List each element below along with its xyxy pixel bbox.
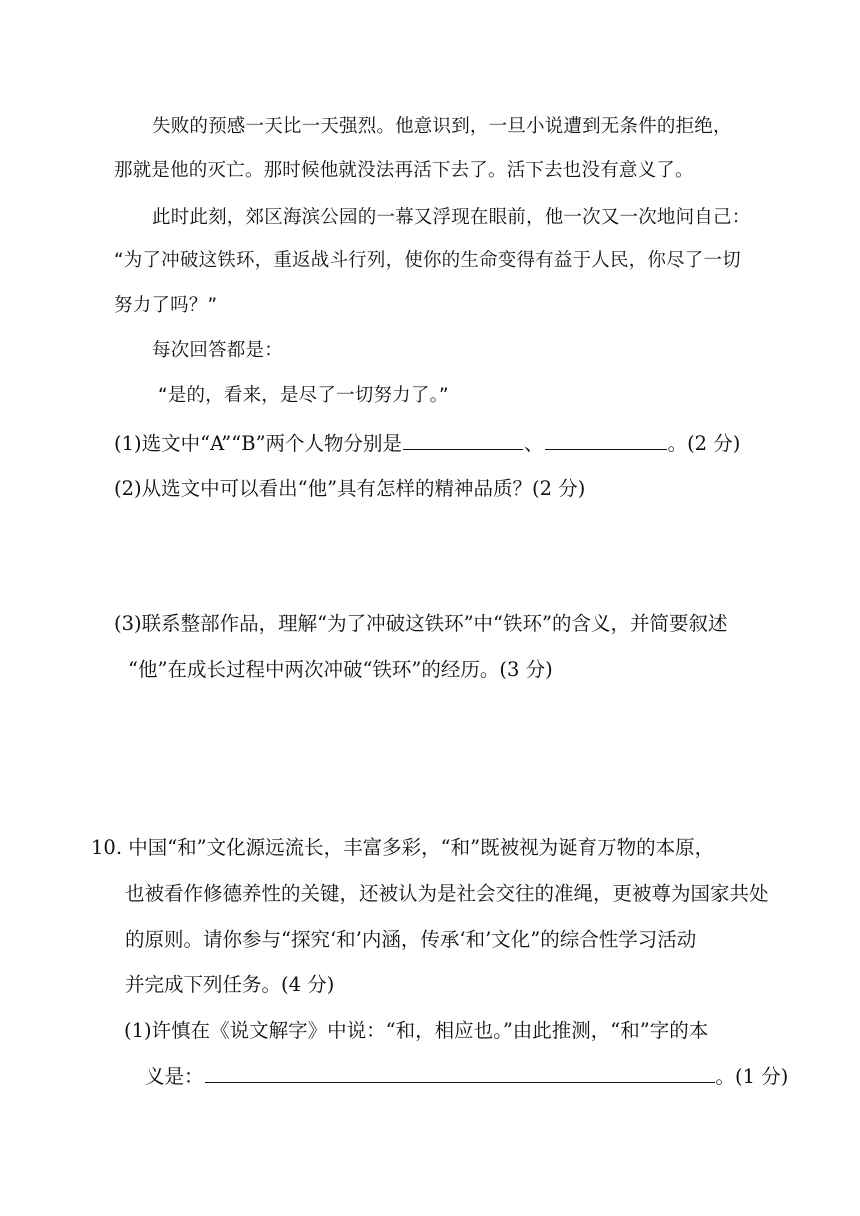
- question-10-1: (1)许慎在《说文解字》中说：“和，相应也。”由此推测，“和”字的本: [124, 1019, 709, 1042]
- passage-line: 每次回答都是：: [152, 340, 283, 361]
- question-9-2: (2)从选文中可以看出“他”具有怎样的精神品质？(2 分): [114, 477, 586, 500]
- passage-line: 此时此刻，郊区海滨公园的一幕又浮现在眼前，他一次又一次地问自己：: [152, 207, 751, 228]
- question-text: 义是：: [145, 1065, 204, 1088]
- passage-line: “为了冲破这铁环，重返战斗行列，使你的生命变得有益于人民，你尽了一切: [114, 250, 741, 271]
- passage-line: “是的，看来，是尽了一切努力了。”: [158, 385, 449, 406]
- answer-blank-b[interactable]: [545, 433, 667, 450]
- question-9-3: (3)联系整部作品，理解“为了冲破这铁环”中“铁环”的含义，并简要叙述: [114, 612, 728, 635]
- score-label: 。(2 分): [667, 432, 741, 455]
- passage-line: 失败的预感一天比一天强烈。他意识到，一旦小说遭到无条件的拒绝，: [152, 116, 732, 137]
- question-10: 10. 中国“和”文化源远流长，丰富多彩，“和”既被视为诞育万物的本原，: [91, 836, 715, 859]
- question-9-1: [114, 433, 740, 454]
- answer-blank-meaning[interactable]: [205, 1066, 715, 1083]
- score-label: 。(1 分): [715, 1065, 789, 1088]
- question-9-3-cont: “他”在成长过程中两次冲破“铁环”的经历。(3 分): [128, 658, 553, 681]
- passage-line: 那就是他的灭亡。那时候他就没法再活下去了。活下去也没有意义了。: [114, 160, 694, 181]
- separator: 、: [524, 432, 544, 455]
- answer-blank-a[interactable]: [403, 433, 523, 450]
- question-10-cont: 的原则。请你参与“探究‘和’内涵，传承‘和’文化”的综合性学习活动: [125, 928, 697, 951]
- question-10-1-cont: [145, 1066, 788, 1087]
- question-10-cont: 也被看作修德养性的关键，还被认为是社会交往的准绳，更被尊为国家共处: [125, 882, 769, 905]
- question-text: (1)选文中“A”“B”两个人物分别是: [114, 432, 403, 455]
- question-10-cont: 并完成下列任务。(4 分): [125, 973, 335, 996]
- passage-line: 努力了吗？”: [114, 295, 218, 316]
